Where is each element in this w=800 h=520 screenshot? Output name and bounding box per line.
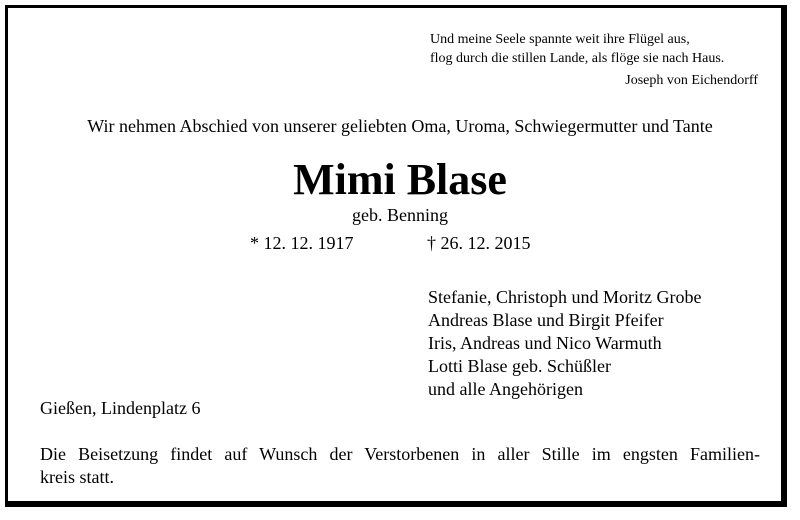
poem-author: Joseph von Eichendorff — [625, 73, 758, 88]
funeral-notice — [40, 443, 760, 489]
address: Gießen, Lindenplatz 6 — [40, 398, 201, 418]
poem-line: Und meine Seele spannte weit ihre Flügel aus, — [430, 32, 690, 47]
death-date: † 26. 12. 2015 — [427, 233, 531, 253]
farewell-intro: Wir nehmen Abschied von unserer geliebten Oma, Uroma, Schwiegermutter und Tante — [87, 116, 713, 136]
mourner: und alle Angehörigen — [428, 379, 583, 399]
deceased-name: Mimi Blase — [293, 155, 507, 204]
mourner: Iris, Andreas und Nico Warmuth — [428, 333, 662, 353]
birth-date: * 12. 12. 1917 — [250, 233, 354, 253]
mourners-list — [428, 286, 701, 401]
poem-quote — [430, 30, 760, 90]
mourner: Lotti Blase geb. Schüßler — [428, 356, 611, 376]
mourner: Andreas Blase und Birgit Pfeifer — [428, 310, 664, 330]
notice-line: kreis statt. — [40, 467, 114, 487]
maiden-name: geb. Benning — [352, 205, 448, 225]
mourner: Stefanie, Christoph und Moritz Grobe — [428, 287, 702, 307]
poem-line: flog durch die stillen Lande, als flöge sie nach Haus. — [430, 51, 725, 66]
notice-line: Die Beisetzung findet auf Wunsch der Verstorbenen in aller Stille im engsten Familien- — [40, 444, 760, 464]
